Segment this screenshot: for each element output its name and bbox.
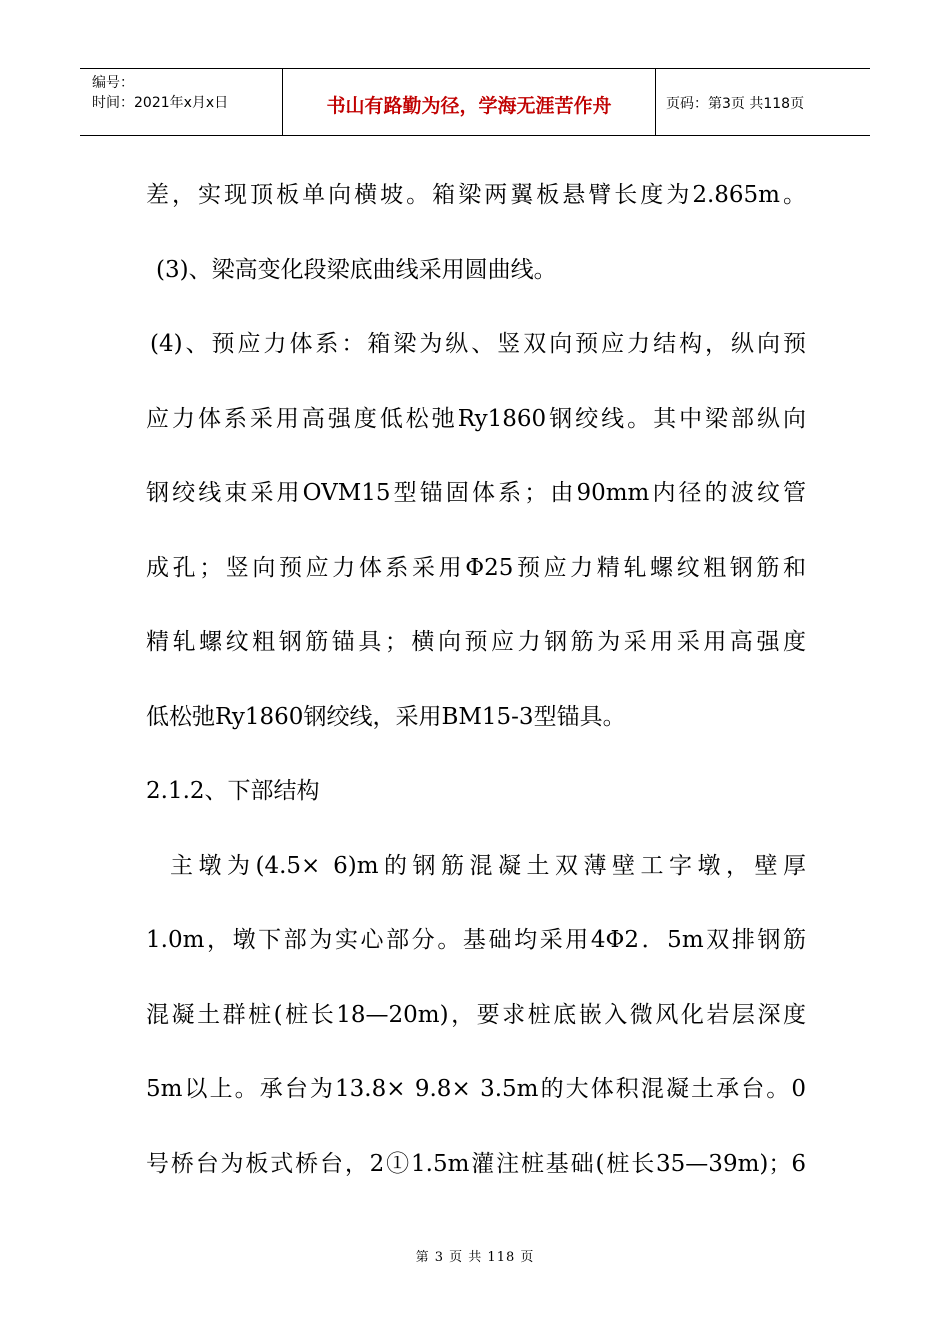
body-line: 低松弛Ry1860钢绞线，采用BM15-3型锚具。 <box>146 703 626 730</box>
body-line: 1.0m，墩下部为实心部分。基础均采用4Φ2．5m双排钢筋 <box>146 927 806 953</box>
document-number-label: 编号： <box>92 75 134 91</box>
body-line: 差，实现顶板单向横坡。箱梁两翼板悬臂长度为2.865m。 <box>146 182 806 208</box>
document-date: 时间：2021年x月x日 <box>92 95 229 111</box>
document-body <box>146 168 806 1211</box>
body-line: 号桥台为板式桥台，2①1.5m灌注桩基础(桩长35—39m)；6 <box>146 1150 806 1177</box>
body-line: 主墩为(4.5× 6)m的钢筋混凝土双薄壁工字墩，壁厚 <box>170 852 806 879</box>
body-line: 混凝土群桩(桩长18—20m)，要求桩底嵌入微风化岩层深度 <box>146 1001 806 1028</box>
page-footer: 第 3 页 共 118 页 <box>415 1250 535 1265</box>
body-line: 精轧螺纹粗钢筋锚具；横向预应力钢筋为采用采用高强度 <box>146 629 806 655</box>
body-line: 成孔；竖向预应力体系采用Φ25预应力精轧螺纹粗钢筋和 <box>146 554 806 581</box>
body-line: 钢绞线束采用OVM15型锚固体系；由90mm内径的波纹管 <box>146 480 806 506</box>
header-meta <box>80 69 282 135</box>
body-line: (3)、梁高变化段梁底曲线采用圆曲线。 <box>156 256 557 283</box>
page-header <box>80 68 870 136</box>
header-page-info: 页码：第3页 共118页 <box>666 96 805 112</box>
section-heading: 2.1.2、下部结构 <box>146 778 320 804</box>
body-line: 应力体系采用高强度低松弛Ry1860钢绞线。其中梁部纵向 <box>146 405 806 432</box>
body-line: (4)、预应力体系：箱梁为纵、竖双向预应力结构，纵向预 <box>150 331 806 357</box>
body-line: 5m以上。承台为13.8× 9.8× 3.5m的大体积混凝土承台。0 <box>146 1076 806 1102</box>
header-motto: 书山有路勤为径，学海无涯苦作舟 <box>282 69 656 135</box>
